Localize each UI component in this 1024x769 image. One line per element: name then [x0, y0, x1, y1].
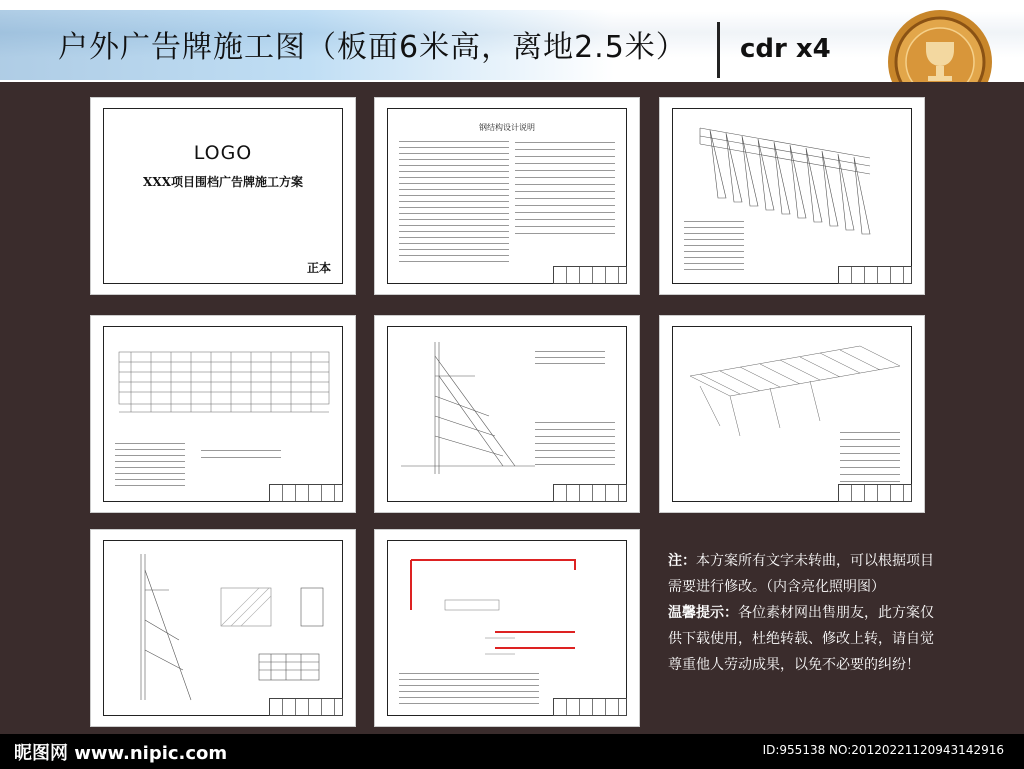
steel-notes-title: 钢结构设计说明	[479, 123, 535, 132]
structure-detail-drawing	[91, 530, 355, 726]
file-format-label: cdr x4	[740, 34, 831, 64]
notes-text-block	[399, 136, 509, 266]
sheet-lighting-plan	[375, 530, 639, 726]
title-block	[553, 266, 627, 284]
sheet-isometric-grid	[660, 316, 924, 512]
notes-panel	[668, 548, 938, 678]
title-block	[553, 484, 627, 502]
title-block	[838, 266, 912, 284]
cover-logo: LOGO	[193, 142, 253, 164]
note-label: 注：	[668, 553, 696, 569]
cover-stamp: 正本	[306, 261, 331, 275]
sheet-cover	[91, 98, 355, 294]
cover-project-title: XXX项目围档广告牌施工方案	[143, 175, 303, 189]
page-title: 户外广告牌施工图（板面6米高，离地2.5米）	[58, 30, 687, 65]
title-block	[269, 698, 343, 716]
sheet-steel-notes	[375, 98, 639, 294]
sheet-isometric-frame	[660, 98, 924, 294]
sheet-structure-detail	[91, 530, 355, 726]
note-text: 本方案所有文字未转曲，可以根据项目需要进行修改。（内含亮化照明图）	[668, 553, 934, 595]
watermark: 昵图网 www.nipic.com	[14, 743, 228, 764]
sheet-elevation	[91, 316, 355, 512]
title-block	[269, 484, 343, 502]
sheet-side-section	[375, 316, 639, 512]
title-block	[553, 698, 627, 716]
image-id: ID:955138 NO:20120221120943142916	[762, 743, 1004, 757]
tip-label: 温馨提示：	[668, 605, 738, 621]
tip-text: 各位素材网出售朋友，此方案仅供下载使用，杜绝转载、修改上转，请自觉尊重他人劳动成果，以免不必要的纠纷！	[668, 605, 934, 673]
title-block	[838, 484, 912, 502]
header-divider	[717, 22, 720, 78]
notes-text-block-2	[515, 136, 615, 236]
